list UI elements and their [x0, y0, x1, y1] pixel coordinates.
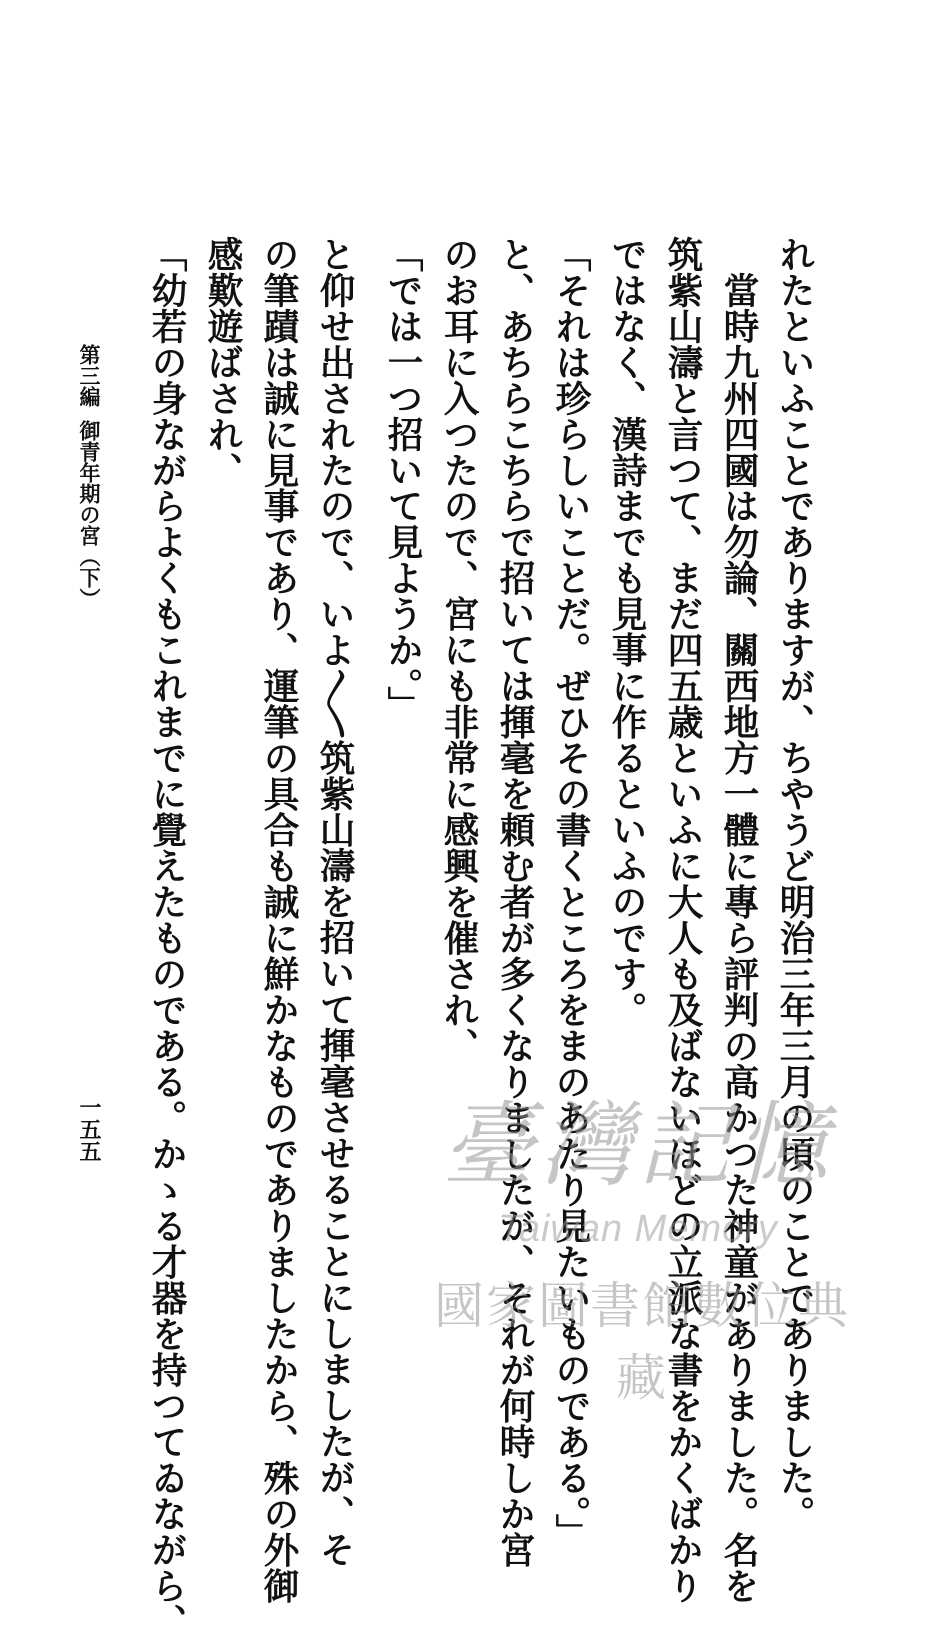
running-header-title: 御青年期の宮（下）	[77, 420, 101, 609]
text-column: 感歎遊ばされ、	[202, 236, 243, 488]
text-column: れたといふことでありますが、ちやうど明治三年三月の頃のことでありました。	[774, 236, 815, 1532]
text-column: 筑紫山濤と言つて、まだ四五歳といふに大人も及ばないほどの立派な書をかくばかり	[662, 236, 703, 1604]
text-column: ではなく、漢詩までも見事に作るといふのです。	[606, 236, 647, 1028]
running-header-series: 第三編	[77, 344, 101, 407]
text-column: 「幼若の身ながらよくもこれまでに覺えたものである。かゝる才器を持つてゐながら、	[146, 236, 187, 1640]
page-number: 一五五	[76, 1096, 102, 1162]
watermark-chinese-text: 國家圖書館數位典藏	[434, 1277, 850, 1407]
watermark-logo-text: 臺灣記憶	[441, 1092, 834, 1199]
text-column: と仰せ出されたので、いよ〳〵筑紫山濤を招いて揮毫させることにしましたが、そ	[314, 236, 355, 1568]
text-column: 當時九州四國は勿論、關西地方一體に專ら評判の高かつた神童がありました。名を	[718, 236, 759, 1604]
text-column: の筆蹟は誠に見事であり、運筆の具合も誠に鮮かなものでありましたから、殊の外御	[258, 236, 299, 1604]
text-column: のお耳に入つたので、宮にも非常に感興を催され、	[438, 236, 479, 1064]
text-column: と、あちらこちらで招いては揮毫を頼む者が多くなりましたが、それが何時しか宮	[494, 236, 535, 1568]
watermark-english-text: Taiwan Memory	[498, 1208, 778, 1250]
text-column: 「では一つ招いて見ようか。」	[382, 236, 423, 723]
text-column: 「それは珍らしいことだ。ぜひその書くところをまのあたり見たいものである。」	[550, 236, 591, 1550]
